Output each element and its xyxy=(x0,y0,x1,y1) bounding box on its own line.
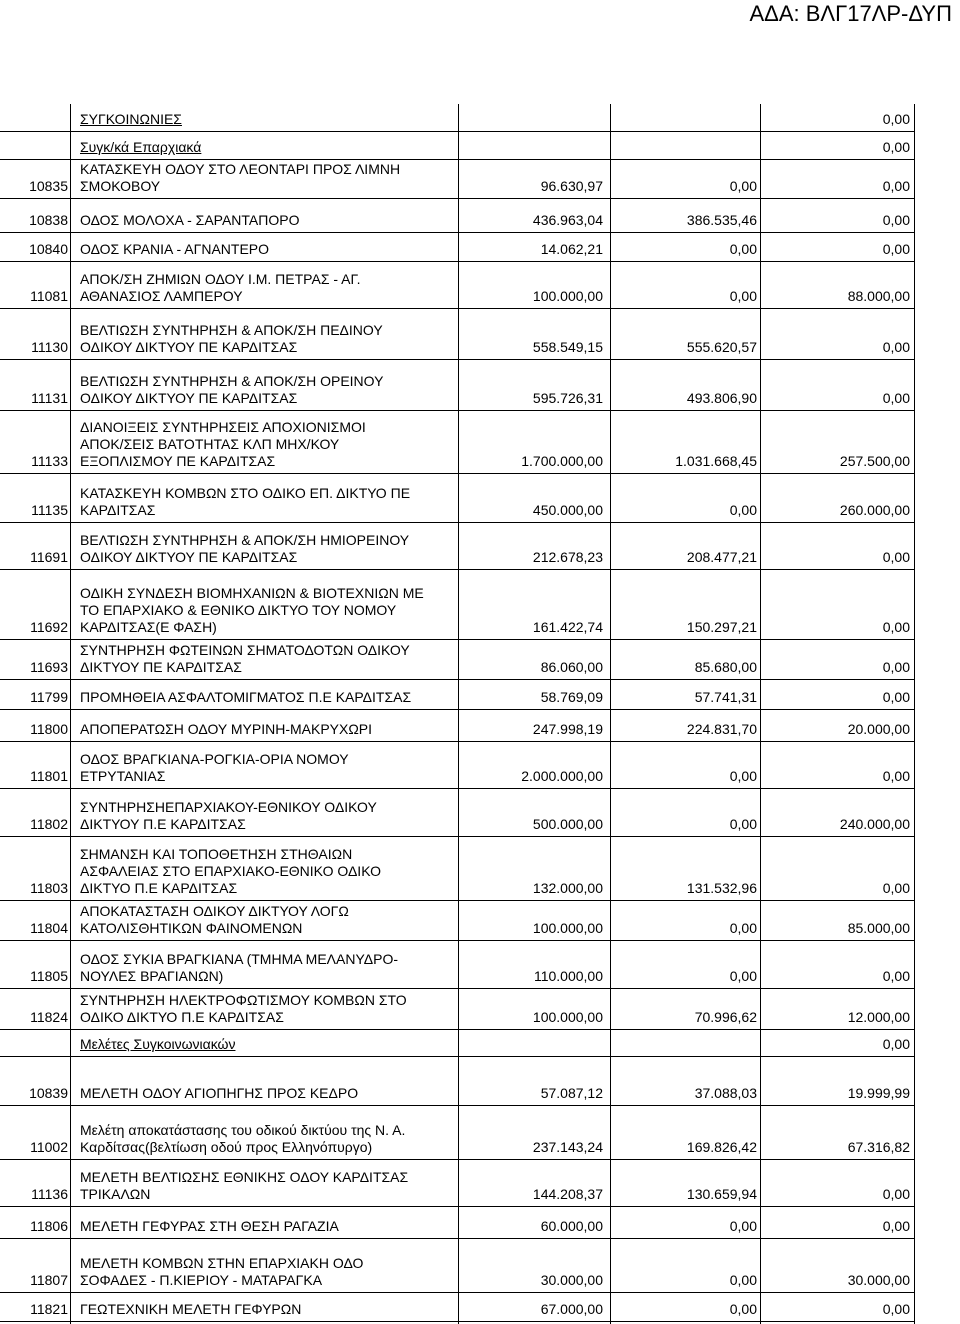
row-description: ΚΑΤΑΣΚΕΥΗ ΚΟΜΒΩΝ ΣΤΟ ΟΔΙΚΟ ΕΠ. ΔΙΚΤΥΟ ΠΕ ΚΑΡΔΙΤΣΑΣ xyxy=(80,485,411,518)
row-code: 11800 xyxy=(30,721,68,737)
row-value-3: 0,00 xyxy=(882,968,910,984)
row-separator xyxy=(0,741,914,742)
row-separator xyxy=(0,159,914,160)
row-value-3: 240.000,00 xyxy=(839,816,910,832)
row-description: ΔΙΑΝΟΙΞΕΙΣ ΣΥΝΤΗΡΗΣΕΙΣ ΑΠΟΧΙΟΝΙΣΜΟΙ ΑΠΟΚ/ΣΕΙΣ ΒΑΤΟΤΗΤΑΣ ΚΛΠ ΜΗΧ/ΚΟΥ ΕΞΟΠΛΙΣΜΟΥ ΠΕ ΚΑΡΔΙΤΣΑΣ xyxy=(80,419,366,469)
row-code: 11807 xyxy=(30,1272,68,1288)
row-value-2: 224.831,70 xyxy=(686,721,757,737)
row-value-3: 30.000,00 xyxy=(847,1272,910,1288)
row-value-1: 237.143,24 xyxy=(532,1139,603,1155)
row-separator xyxy=(0,308,914,309)
row-code: 11802 xyxy=(30,816,68,832)
row-separator xyxy=(0,569,914,570)
row-separator xyxy=(0,198,914,199)
row-description: ΜΕΛΕΤΗ ΟΔΟΥ ΑΓΙΟΠΗΓΗΣ ΠΡΟΣ ΚΕΔΡΟ xyxy=(80,1085,359,1101)
table-row xyxy=(0,1122,960,1156)
row-value-1: 110.000,00 xyxy=(533,968,603,984)
row-value-3: 0,00 xyxy=(882,241,910,257)
row-separator xyxy=(0,1292,914,1293)
row-value-3: 0,00 xyxy=(882,549,910,565)
table-row xyxy=(0,751,960,785)
row-value-2: 57.741,31 xyxy=(694,689,757,705)
row-value-2: 0,00 xyxy=(729,288,757,304)
row-value-1: 57.087,12 xyxy=(540,1085,603,1101)
row-value-3: 20.000,00 xyxy=(847,721,910,737)
row-value-2: 0,00 xyxy=(729,1272,757,1288)
row-separator xyxy=(0,836,914,837)
row-description: ΜΕΛΕΤΗ ΓΕΦΥΡΑΣ ΣΤΗ ΘΕΣΗ ΡΑΓΑΖΙΑ xyxy=(80,1218,339,1234)
row-description: ΟΔΟΣ ΣΥΚΙΑ ΒΡΑΓΚΙΑΝΑ (ΤΜΗΜΑ ΜΕΛΑΝΥΔΡΟ- ΝΟΥΛΕΣ ΒΡΑΓΙΑΝΩΝ) xyxy=(80,951,399,984)
row-code: 10839 xyxy=(29,1085,68,1101)
row-description: ΟΔΟΣ ΒΡΑΓΚΙΑΝΑ-ΡΟΓΚΙΑ-ΟΡΙΑ ΝΟΜΟΥ ΕΤΡΥΤΑΝΙΑΣ xyxy=(80,751,349,784)
row-value-3: 0,00 xyxy=(882,880,910,896)
row-value-3: 88.000,00 xyxy=(847,288,910,304)
row-code: 11824 xyxy=(30,1009,68,1025)
row-value-3: 0,00 xyxy=(882,659,910,675)
row-value-1: 144.208,37 xyxy=(532,1186,603,1202)
table-row xyxy=(0,161,960,195)
row-value-2: 0,00 xyxy=(729,502,757,518)
row-value-2: 0,00 xyxy=(729,768,757,784)
row-value-1: 247.998,19 xyxy=(532,721,603,737)
table-row xyxy=(0,1169,960,1203)
table-row xyxy=(0,212,960,229)
row-description: ΣΥΝΤΗΡΗΣΗΕΠΑΡΧΙΑΚΟΥ-ΕΘΝΙΚΟΥ ΟΔΙΚΟΥ ΔΙΚΤΥΟΥ Π.Ε ΚΑΡΔΙΤΣΑΣ xyxy=(80,799,377,832)
row-separator xyxy=(0,709,914,710)
row-code: 11133 xyxy=(31,453,68,469)
row-description: ΓΕΩΤΕΧΝΙΚΗ ΜΕΛΕΤΗ ΓΕΦΥΡΩΝ xyxy=(80,1301,302,1317)
row-separator xyxy=(0,679,914,680)
row-value-2: 1.031.668,45 xyxy=(675,453,757,469)
row-value-3: 0,00 xyxy=(882,1186,910,1202)
table-row xyxy=(0,532,960,566)
row-value-1: 1.700.000,00 xyxy=(521,453,603,469)
row-value-3: 0,00 xyxy=(882,619,910,635)
table-row xyxy=(0,951,960,985)
row-code: 11135 xyxy=(31,502,68,518)
row-value-1: 14.062,21 xyxy=(540,241,603,257)
table-row xyxy=(0,485,960,519)
row-value-2: 0,00 xyxy=(729,178,757,194)
row-separator xyxy=(0,1206,914,1207)
row-code: 11804 xyxy=(30,920,68,936)
row-description: ΟΔΟΣ ΚΡΑΝΙΑ - ΑΓΝΑΝΤΕΡΟ xyxy=(80,241,270,257)
row-code: 10838 xyxy=(29,212,68,228)
row-code: 11799 xyxy=(30,689,68,705)
row-value-1: 100.000,00 xyxy=(532,1009,603,1025)
row-value-1: 132.000,00 xyxy=(532,880,603,896)
row-value-2: 37.088,03 xyxy=(694,1085,757,1101)
row-value-2: 0,00 xyxy=(729,1301,757,1317)
table-row xyxy=(0,241,960,258)
row-value-3: 0,00 xyxy=(882,212,910,228)
row-value-3: 0,00 xyxy=(882,111,910,127)
row-separator xyxy=(0,131,914,132)
row-separator xyxy=(0,261,914,262)
row-separator xyxy=(0,359,914,360)
row-description: ΣΥΝΤΗΡΗΣΗ ΗΛΕΚΤΡΟΦΩΤΙΣΜΟΥ ΚΟΜΒΩΝ ΣΤΟ ΟΔΙΚΟ ΔΙΚΤΥΟ Π.Ε ΚΑΡΔΙΤΣΑΣ xyxy=(80,992,407,1025)
table-row xyxy=(0,139,960,156)
row-value-2: 130.659,94 xyxy=(686,1186,757,1202)
row-value-1: 558.549,15 xyxy=(532,339,603,355)
table-row xyxy=(0,1255,960,1289)
row-separator xyxy=(0,788,914,789)
row-value-1: 96.630,97 xyxy=(540,178,603,194)
row-code: 11131 xyxy=(31,390,68,406)
row-value-2: 0,00 xyxy=(729,920,757,936)
row-value-3: 0,00 xyxy=(882,339,910,355)
row-value-3: 0,00 xyxy=(882,1036,910,1052)
table-row xyxy=(0,585,960,636)
row-value-1: 436.963,04 xyxy=(532,212,603,228)
row-value-1: 450.000,00 xyxy=(532,502,603,518)
row-separator xyxy=(0,1159,914,1160)
ada-header: ΑΔΑ: ΒΛΓ17ΛΡ-ΔΥΠ xyxy=(749,1,952,26)
table-row xyxy=(0,903,960,937)
row-separator xyxy=(0,410,914,411)
row-value-2: 169.826,42 xyxy=(686,1139,757,1155)
row-description: Συγκ/κά Επαρχιακά xyxy=(80,139,202,155)
row-value-3: 257.500,00 xyxy=(839,453,910,469)
row-value-3: 0,00 xyxy=(882,1218,910,1234)
row-value-3: 12.000,00 xyxy=(847,1009,910,1025)
table-row xyxy=(0,322,960,356)
row-separator xyxy=(0,900,914,901)
row-value-2: 555.620,57 xyxy=(686,339,757,355)
row-code: 11821 xyxy=(30,1301,68,1317)
row-description: ΣΗΜΑΝΣΗ ΚΑΙ ΤΟΠΟΘΕΤΗΣΗ ΣΤΗΘΑΙΩΝ ΑΣΦΑΛΕΙΑΣ ΣΤΟ ΕΠΑΡΧΙΑΚΟ-ΕΘΝΙΚΟ ΟΔΙΚΟ ΔΙΚΤΥΟ Π.Ε ΚΑΡΔΙΤΣΑΣ xyxy=(80,846,381,896)
row-value-3: 0,00 xyxy=(882,689,910,705)
row-separator xyxy=(0,473,914,474)
row-description: ΟΔΙΚΗ ΣΥΝΔΕΣΗ ΒΙΟΜΗΧΑΝΙΩΝ & ΒΙΟΤΕΧΝΙΩΝ ΜΕ ΤΟ ΕΠΑΡΧΙΑΚΟ & ΕΘΝΙΚΟ ΔΙΚΤΥΟ ΤΟΥ ΝΟΜΟΥ ΚΑΡΔΙΤΣΑΣ(Ε ΦΑΣΗ) xyxy=(80,585,424,635)
row-code: 11805 xyxy=(30,968,68,984)
row-description: ΣΥΝΤΗΡΗΣΗ ΦΩΤΕΙΝΩΝ ΣΗΜΑΤΟΔΟΤΩΝ ΟΔΙΚΟΥ ΔΙΚΤΥΟΥ ΠΕ ΚΑΡΔΙΤΣΑΣ xyxy=(80,642,410,675)
row-value-2: 208.477,21 xyxy=(686,549,757,565)
row-description: Μελέτες Συγκοινωνιακών xyxy=(80,1036,236,1052)
row-code: 11803 xyxy=(30,880,68,896)
row-description: ΣΥΓΚΟΙΝΩΝΙΕΣ xyxy=(80,111,182,127)
row-value-2: 70.996,62 xyxy=(694,1009,757,1025)
row-separator xyxy=(0,232,914,233)
row-description: ΒΕΛΤΙΩΣΗ ΣΥΝΤΗΡΗΣΗ & ΑΠΟΚ/ΣΗ ΗΜΙΟΡΕΙΝΟΥ ΟΔΙΚΟΥ ΔΙΚΤΥΟΥ ΠΕ ΚΑΡΔΙΤΣΑΣ xyxy=(80,532,410,565)
table-row xyxy=(0,271,960,305)
row-code: 11801 xyxy=(30,768,68,784)
row-description: Μελέτη αποκατάστασης του οδικού δικτύου της Ν. Α. Καρδίτσας(βελτίωση οδού προς Ελληνόπυργο) xyxy=(80,1122,406,1155)
row-description: ΚΑΤΑΣΚΕΥΗ ΟΔΟΥ ΣΤΟ ΛΕΟΝΤΑΡΙ ΠΡΟΣ ΛΙΜΝΗ ΣΜΟΚΟΒΟΥ xyxy=(80,161,401,194)
table-row xyxy=(0,111,960,128)
row-value-1: 500.000,00 xyxy=(532,816,603,832)
row-code: 11081 xyxy=(30,288,68,304)
row-separator xyxy=(0,1029,914,1030)
row-value-2: 493.806,90 xyxy=(686,390,757,406)
row-value-2: 131.532,96 xyxy=(686,880,757,896)
row-description: ΠΡΟΜΗΘΕΙΑ ΑΣΦΑΛΤΟΜΙΓΜΑΤΟΣ Π.Ε ΚΑΡΔΙΤΣΑΣ xyxy=(80,689,412,705)
table-row xyxy=(0,846,960,897)
row-value-2: 0,00 xyxy=(729,816,757,832)
row-value-3: 0,00 xyxy=(882,139,910,155)
row-code: 11693 xyxy=(30,659,68,675)
row-separator xyxy=(0,988,914,989)
row-description: ΜΕΛΕΤΗ ΒΕΛΤΙΩΣΗΣ ΕΘΝΙΚΗΣ ΟΔΟΥ ΚΑΡΔΙΤΣΑΣ ΤΡΙΚΑΛΩΝ xyxy=(80,1169,409,1202)
row-description: ΟΔΟΣ ΜΟΛΟΧΑ - ΣΑΡΑΝΤΑΠΟΡΟ xyxy=(80,212,300,228)
table-row xyxy=(0,642,960,676)
row-code: 10840 xyxy=(29,241,68,257)
table-row xyxy=(0,419,960,470)
row-value-1: 100.000,00 xyxy=(532,920,603,936)
row-value-2: 0,00 xyxy=(729,241,757,257)
row-value-3: 0,00 xyxy=(882,178,910,194)
row-value-1: 67.000,00 xyxy=(540,1301,603,1317)
row-value-1: 58.769,09 xyxy=(540,689,603,705)
row-separator xyxy=(0,639,914,640)
row-separator xyxy=(0,1056,914,1057)
row-value-3: 67.316,82 xyxy=(847,1139,910,1155)
row-value-3: 85.000,00 xyxy=(847,920,910,936)
row-separator xyxy=(0,940,914,941)
row-value-2: 150.297,21 xyxy=(686,619,757,635)
table-row xyxy=(0,721,960,738)
table-row xyxy=(0,799,960,833)
row-separator xyxy=(0,1238,914,1239)
row-value-1: 595.726,31 xyxy=(532,390,603,406)
row-code: 11130 xyxy=(31,339,68,355)
row-value-3: 0,00 xyxy=(882,1301,910,1317)
row-value-1: 212.678,23 xyxy=(532,549,603,565)
row-value-1: 60.000,00 xyxy=(540,1218,603,1234)
row-code: 11691 xyxy=(30,549,68,565)
row-value-2: 0,00 xyxy=(729,1218,757,1234)
table-row xyxy=(0,1301,960,1318)
row-description: ΑΠΟΠΕΡΑΤΩΣΗ ΟΔΟΥ ΜΥΡΙΝΗ-ΜΑΚΡΥΧΩΡΙ xyxy=(80,721,373,737)
table-row xyxy=(0,1085,960,1102)
table-row xyxy=(0,1036,960,1053)
row-code: 11806 xyxy=(30,1218,68,1234)
row-description: ΒΕΛΤΙΩΣΗ ΣΥΝΤΗΡΗΣΗ & ΑΠΟΚ/ΣΗ ΟΡΕΙΝΟΥ ΟΔΙΚΟΥ ΔΙΚΤΥΟΥ ΠΕ ΚΑΡΔΙΤΣΑΣ xyxy=(80,373,384,406)
table-row xyxy=(0,373,960,407)
table-row xyxy=(0,1218,960,1235)
row-code: 10835 xyxy=(29,178,68,194)
row-value-1: 2.000.000,00 xyxy=(521,768,603,784)
row-code: 11002 xyxy=(30,1139,68,1155)
row-value-1: 86.060,00 xyxy=(540,659,603,675)
row-value-1: 30.000,00 xyxy=(540,1272,603,1288)
table-row xyxy=(0,992,960,1026)
row-separator xyxy=(0,1321,914,1322)
row-value-1: 161.422,74 xyxy=(532,619,603,635)
row-value-3: 0,00 xyxy=(882,390,910,406)
row-value-3: 260.000,00 xyxy=(839,502,910,518)
row-value-3: 0,00 xyxy=(882,768,910,784)
row-description: ΒΕΛΤΙΩΣΗ ΣΥΝΤΗΡΗΣΗ & ΑΠΟΚ/ΣΗ ΠΕΔΙΝΟΥ ΟΔΙΚΟΥ ΔΙΚΤΥΟΥ ΠΕ ΚΑΡΔΙΤΣΑΣ xyxy=(80,322,383,355)
row-description: ΑΠΟΚ/ΣΗ ΖΗΜΙΩΝ ΟΔΟΥ Ι.Μ. ΠΕΤΡΑΣ - ΑΓ. ΑΘΑΝΑΣΙΟΣ ΛΑΜΠΕΡΟΥ xyxy=(80,271,361,304)
row-description: ΑΠΟΚΑΤΑΣΤΑΣΗ ΟΔΙΚΟΥ ΔΙΚΤΥΟΥ ΛΟΓΩ ΚΑΤΟΛΙΣΘΗΤΙΚΩΝ ΦΑΙΝΟΜΕΝΩΝ xyxy=(80,903,349,936)
row-separator xyxy=(0,1105,914,1106)
row-value-3: 19.999,99 xyxy=(847,1085,910,1101)
row-code: 11136 xyxy=(31,1186,68,1202)
row-code: 11692 xyxy=(30,619,68,635)
row-value-1: 100.000,00 xyxy=(532,288,603,304)
row-value-2: 85.680,00 xyxy=(694,659,757,675)
row-description: ΜΕΛΕΤΗ ΚΟΜΒΩΝ ΣΤΗΝ ΕΠΑΡΧΙΑΚΗ ΟΔΟ ΣΟΦΑΔΕΣ - Π.ΚΙΕΡΙΟΥ - ΜΑΤΑΡΑΓΚΑ xyxy=(80,1255,364,1288)
row-separator xyxy=(0,522,914,523)
row-value-2: 386.535,46 xyxy=(686,212,757,228)
row-value-2: 0,00 xyxy=(729,968,757,984)
table-row xyxy=(0,689,960,706)
